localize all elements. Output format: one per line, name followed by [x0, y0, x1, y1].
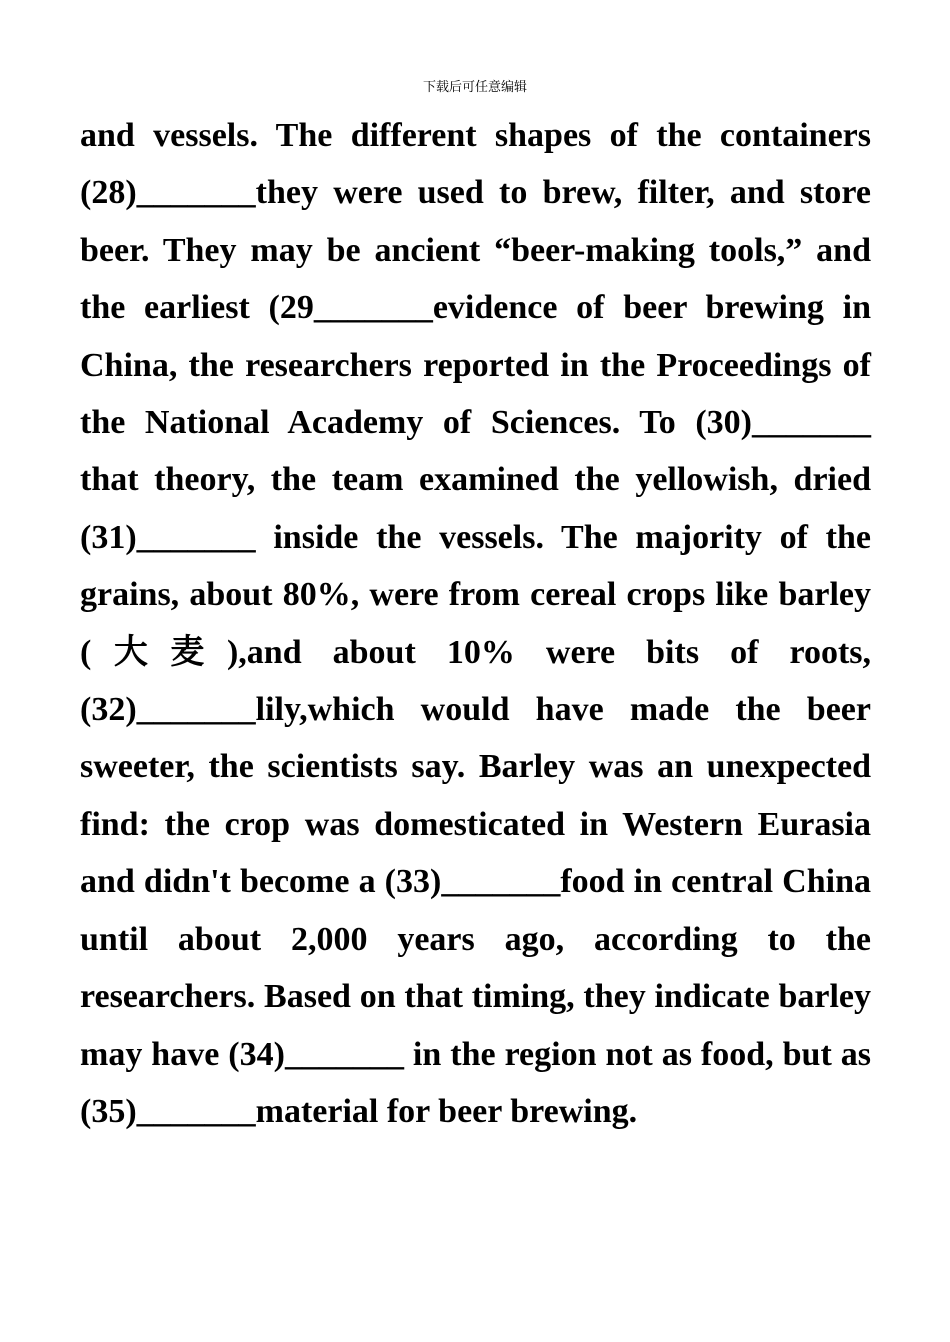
page-header-note: 下载后可任意编辑: [422, 80, 527, 95]
cloze-passage: and vessels. The different shapes of the containers (28)_______they were used to brew, filter, and store beer. They may be ancient “beer-making tools,” and the earliest (29_______evidence of beer brewing in China, the researchers reported in the Proceedings of the National Academy of Sciences. To (30)_______ that theory, the team examined the yellowish, dried (31)_______ inside the vessels. The majority of the grains, about 80%, were from cereal crops like barley (大麦),and about 10% were bits of roots, (32)_______lily,which would have made the beer sweeter, the scientists say. Barley was an unexpected find: the crop was domesticated in Western Eurasia and didn't become a (33)_______food in central China until about 2,000 years ago, according to the researchers. Based on that timing, they indicate barley may have (34)_______ in the region not as food, but as (35)_______material for beer brewing.: [80, 117, 871, 1130]
